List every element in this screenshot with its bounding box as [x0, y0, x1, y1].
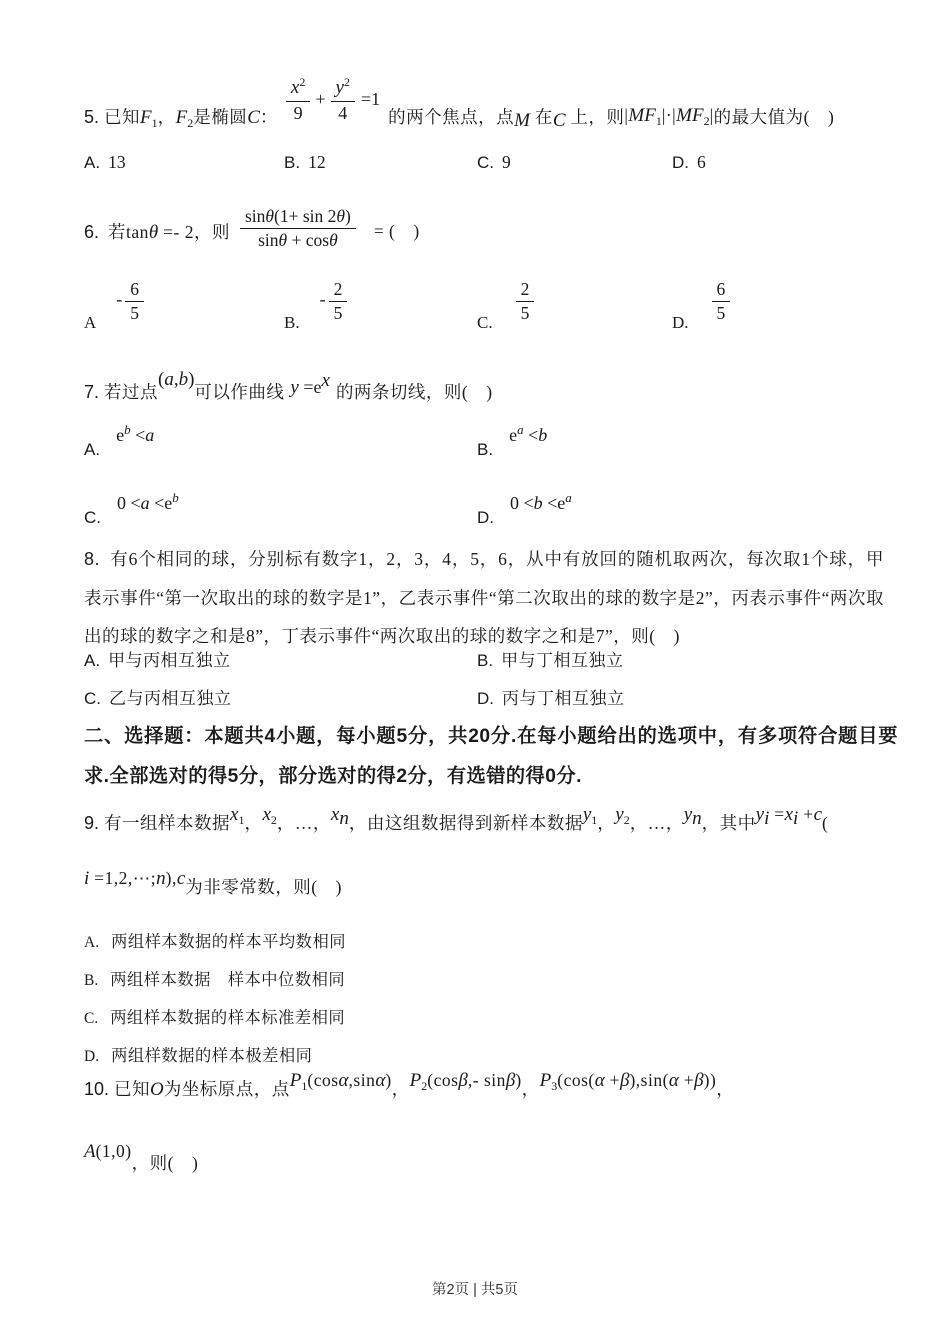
q9-option-c: [84, 1004, 345, 1028]
fraction-denominator: 5: [716, 302, 726, 323]
option-text: 乙与丙相互独立: [109, 689, 232, 708]
option-fraction: [516, 279, 535, 323]
option-formula: $0 <b <e^a$: [510, 490, 572, 513]
question-6-text: [84, 219, 230, 244]
option-label: B.: [284, 153, 301, 172]
q9-option-a: [84, 928, 346, 952]
q6-option-d: [672, 266, 730, 336]
ellipse-equation: [286, 76, 380, 124]
option-formula: $e^a <b$: [509, 422, 548, 445]
fraction-denominator: 9: [293, 103, 303, 124]
question-9-number: 9.: [84, 813, 100, 833]
question-9-stem-line2: [84, 864, 342, 910]
question-6-text-post: = ( ): [373, 220, 420, 241]
q6-option-b: [284, 266, 347, 336]
option-fraction: [712, 279, 731, 323]
equals-one: =1: [360, 89, 381, 110]
question-10-stem-line1: [84, 1064, 734, 1114]
option-label: B.: [477, 440, 494, 459]
question-10-text-line2: A(1,0)，则( ): [84, 1141, 199, 1173]
question-7-text-mid: 可以作曲线: [194, 382, 285, 402]
q7-option-b: [477, 414, 547, 460]
fraction-numerator: 6: [125, 279, 144, 302]
fraction-numerator: 2: [329, 279, 348, 302]
fraction-numerator: $x^2$: [286, 76, 310, 102]
q8-option-d: [477, 684, 625, 709]
option-text: 两组样数据的样本极差相同: [111, 1046, 313, 1065]
option-label: D.: [84, 1048, 100, 1065]
q6-option-c: [477, 266, 534, 336]
option-label: D.: [477, 508, 494, 527]
option-value: 9: [502, 152, 511, 172]
question-9-text-line1: 有一组样本数据$x_1$，$x_2$，…，$x_n$，由这组数据得到新样本数据$y_1$，$y_2$，…，$y_n$，其中$y_i =x_i +c$(: [104, 804, 829, 833]
option-label: A.: [84, 153, 101, 172]
option-label: D.: [477, 689, 494, 708]
q9-option-b: [84, 966, 345, 990]
option-value: 12: [308, 152, 326, 172]
page-footer: 第2页 | 共5页: [432, 1282, 518, 1298]
option-label: D.: [672, 313, 689, 332]
fraction-x2-over-9: [286, 76, 310, 124]
q5-option-a: [84, 152, 126, 173]
question-9-stem-line1: [84, 800, 828, 846]
question-8-stem: [84, 540, 884, 656]
question-5-number: 5.: [84, 106, 100, 127]
q7-option-a: [84, 414, 154, 460]
q5-option-b: [284, 152, 326, 173]
q5-option-c: [477, 152, 511, 173]
option-text: 甲与丙相互独立: [108, 651, 231, 670]
option-fraction: [125, 279, 144, 323]
option-label: A.: [84, 440, 101, 459]
q8-option-a: [84, 646, 231, 671]
option-label: B.: [284, 313, 300, 332]
point-ab: (a,b): [158, 369, 195, 390]
option-label: C.: [477, 313, 493, 332]
plus-operator: +: [315, 89, 326, 110]
minus-sign: -: [116, 288, 123, 309]
question-10-text-line1: 已知O为坐标原点，点$P_1(\cos\alpha,\sin\alpha)$，$P_2(\cos\beta,-$ sinβ)，$P_3(\cos(\alpha +\beta),\sin(\alpha +\beta))$，: [114, 1070, 735, 1100]
option-value: 6: [697, 152, 706, 172]
q6-option-a: [84, 266, 144, 336]
fraction-numerator: $y^2$: [331, 76, 355, 102]
q9-option-d: [84, 1042, 312, 1066]
option-label: A: [84, 313, 97, 332]
option-label: B.: [84, 972, 99, 989]
option-label: C.: [84, 689, 101, 708]
q8-option-b: [477, 646, 624, 671]
option-formula: $e^b <a$: [116, 422, 155, 445]
option-label: D.: [672, 153, 689, 172]
option-text: 两组样本数据 样本中位数相同: [110, 970, 346, 989]
question-9-text-line2: i =1,2,⋯;n),c为非零常数，则( ): [84, 868, 342, 897]
option-label: C.: [477, 153, 494, 172]
option-formula: $0 <a <e^b$: [117, 490, 179, 513]
section-2-heading: 二、选择题：本题共4小题，每小题5分，共20分.在每小题给出的选项中，有多项符合题目要求.全部选对的得5分，部分选对的得2分，有选错的得0分.: [84, 726, 898, 787]
option-text: 两组样本数据的样本平均数相同: [111, 932, 347, 951]
question-7-number: 7.: [84, 382, 100, 402]
fraction-denominator: 4: [338, 103, 348, 124]
fraction-denominator: 5: [333, 302, 343, 323]
question-8-number: 8.: [84, 549, 101, 569]
option-text: 甲与丁相互独立: [501, 651, 624, 670]
option-label: A.: [84, 651, 101, 670]
option-label: A.: [84, 934, 100, 951]
question-5-stem: [84, 76, 834, 158]
option-label: B.: [477, 651, 494, 670]
question-7-text-post: 的两条切线，则( ): [335, 382, 493, 402]
fraction-numerator: 2: [516, 279, 535, 302]
option-text: 两组样本数据的样本标准差相同: [110, 1008, 346, 1027]
question-6-text-pre: 若tanθ =- 2，则: [108, 221, 230, 243]
fraction-numerator: sinθ(1+ sin 2θ): [240, 206, 356, 229]
option-value: 13: [108, 152, 126, 172]
question-7-stem: [84, 362, 493, 410]
option-fraction: [329, 279, 348, 323]
question-5-text-pre: 已知$F_1$，$F_2$是椭圆C：: [104, 106, 278, 130]
fraction-denominator: 5: [130, 302, 140, 323]
curve-equation: $y =e^x$: [290, 370, 330, 398]
question-6-number: 6.: [84, 221, 100, 242]
fraction-y2-over-4: [331, 76, 355, 124]
fraction-numerator: 6: [712, 279, 731, 302]
q7-option-d: [477, 482, 572, 528]
option-label: C.: [84, 1010, 99, 1027]
option-label: C.: [84, 508, 101, 527]
question-10-number: 10.: [84, 1079, 110, 1099]
option-text: 丙与丁相互独立: [502, 689, 625, 708]
question-5-text-post: 的两个焦点，点M 在C 上，则$|MF_1|\cdot|MF_2|$的最大值为( ): [388, 104, 835, 131]
question-6-stem: [84, 188, 420, 268]
fraction-denominator: sinθ + cosθ: [258, 229, 338, 250]
question-7-text-pre: 若过点: [104, 382, 159, 402]
minus-sign: -: [319, 288, 326, 309]
fraction-denominator: 5: [520, 302, 530, 323]
question-8-text: 有6个相同的球，分别标有数字1，2，3，4，5，6，从中有放回的随机取两次，每次取1个球，甲表示事件“第一次取出的球的数字是1”，乙表示事件“第二次取出的球的数字是2”，丙表示事件“两次取出的球的数字之和是8”，丁表示事件“两次取出的球的数字之和是7”，则( ): [84, 549, 885, 647]
q7-option-c: [84, 482, 179, 528]
q5-option-d: [672, 152, 706, 173]
question-10-stem-line2: [84, 1138, 198, 1188]
q8-option-c: [84, 684, 232, 709]
trig-fraction: [240, 206, 356, 250]
